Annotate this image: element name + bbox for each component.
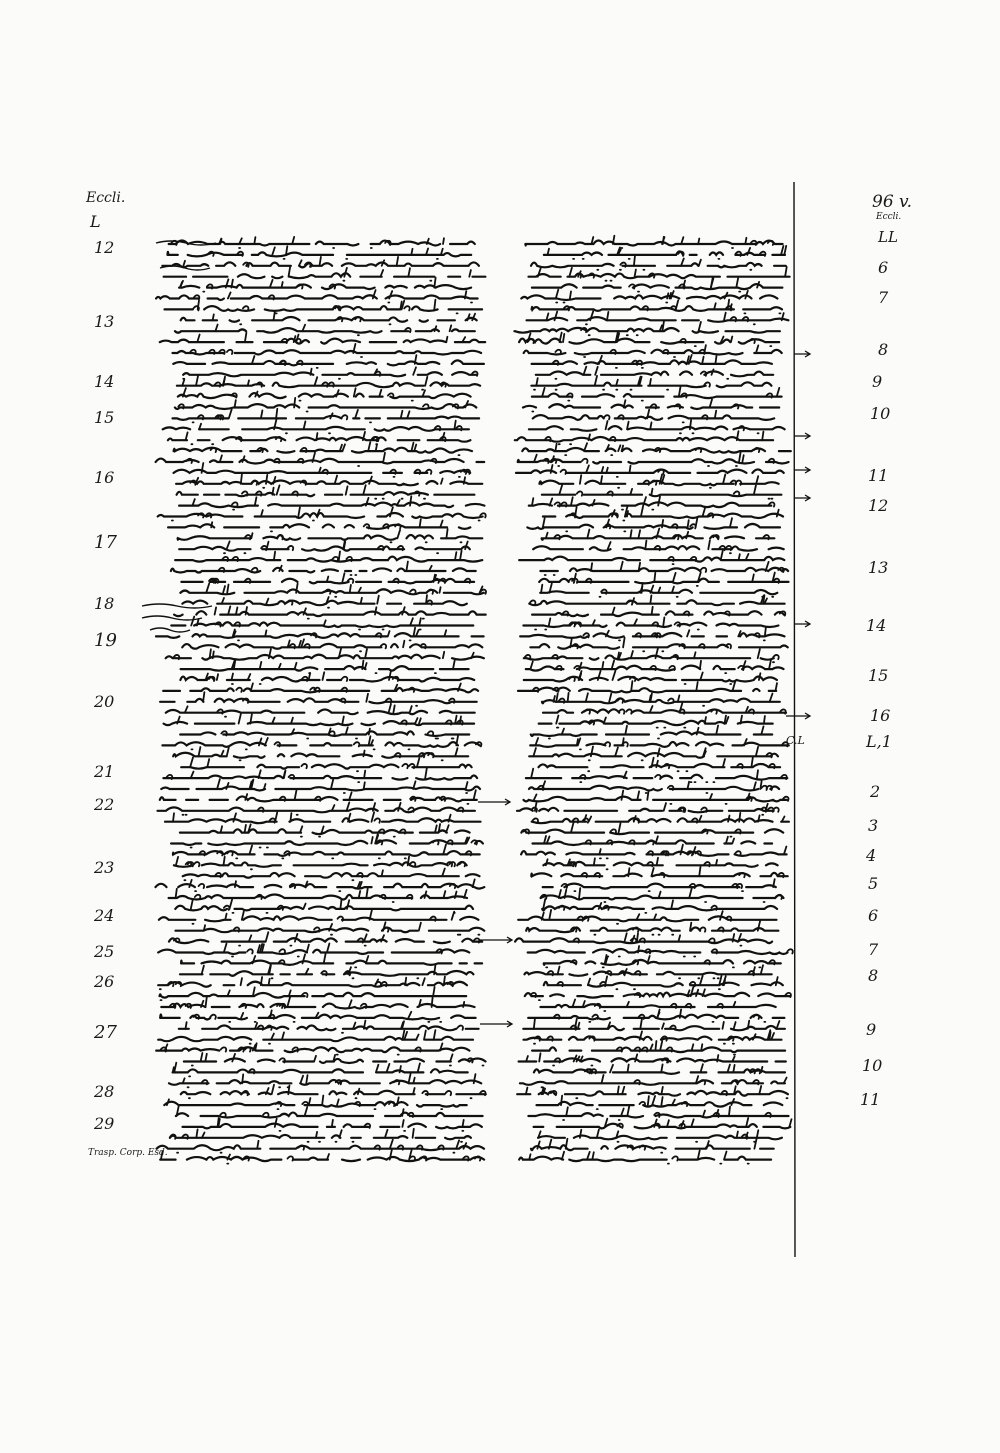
left-verse-number: 17 xyxy=(94,532,117,553)
left-verse-number: 18 xyxy=(94,594,115,613)
arrow-mark xyxy=(480,937,512,943)
left-verse-number: 21 xyxy=(94,762,115,781)
left-verse-number: 15 xyxy=(94,408,115,427)
left-verse-number: 20 xyxy=(94,692,115,711)
right-verse-number: 16 xyxy=(870,706,891,725)
right-verse-number: 9 xyxy=(866,1020,877,1039)
left-verse-number: 26 xyxy=(94,972,115,991)
right-verse-number: 3 xyxy=(868,816,879,835)
arrow-mark xyxy=(786,713,810,719)
right-verse-number: 7 xyxy=(868,940,879,959)
margin-annotation xyxy=(160,266,210,270)
right-verse-number: L,1 xyxy=(866,732,892,751)
right-verse-number: 8 xyxy=(868,966,879,985)
right-verse-number: 11 xyxy=(860,1090,881,1109)
right-verse-number: 13 xyxy=(868,558,889,577)
left-verse-number: 28 xyxy=(94,1082,115,1101)
arrow-mark xyxy=(794,467,810,473)
right-verse-number: 2 xyxy=(870,782,881,801)
right-verse-number: 11 xyxy=(868,466,889,485)
right-verse-number: 8 xyxy=(878,340,889,359)
chapter-marker: C.L xyxy=(786,734,805,747)
left-book-label: Eccli. xyxy=(86,190,126,206)
left-verse-number: 27 xyxy=(94,1022,117,1043)
right-chapter-number: LL xyxy=(878,228,898,246)
arrow-mark xyxy=(794,351,810,357)
left-verse-number: 16 xyxy=(94,468,115,487)
arrow-mark xyxy=(478,799,510,805)
left-verse-number: 19 xyxy=(94,630,117,651)
right-verse-number: 9 xyxy=(872,372,883,391)
margin-annotation xyxy=(142,604,212,608)
right-book-label: Eccli. xyxy=(876,212,902,222)
right-verse-number: 12 xyxy=(868,496,889,515)
right-verse-number: 4 xyxy=(866,846,877,865)
right-verse-number: 5 xyxy=(868,874,879,893)
arrow-mark xyxy=(794,621,810,627)
left-verse-number: 29 xyxy=(94,1114,115,1133)
arrow-mark xyxy=(480,1021,512,1027)
left-verse-number: 12 xyxy=(94,238,115,257)
left-verse-number: 22 xyxy=(94,795,115,814)
right-verse-number: 6 xyxy=(868,906,879,925)
right-verse-number: 6 xyxy=(878,258,889,277)
left-chapter-number: L xyxy=(90,212,101,231)
margin-annotation xyxy=(142,616,202,620)
right-verse-number: 14 xyxy=(866,616,887,635)
left-verse-number: 24 xyxy=(94,906,115,925)
left-verse-number: 14 xyxy=(94,372,115,391)
folio-number: 96 v. xyxy=(872,192,913,212)
footer-note: Trasp. Corp. Esd. xyxy=(88,1148,168,1158)
margin-annotation xyxy=(150,628,190,632)
right-verse-number: 10 xyxy=(870,404,891,423)
right-verse-number: 15 xyxy=(868,666,889,685)
left-verse-number: 13 xyxy=(94,312,115,331)
right-verse-number: 10 xyxy=(862,1056,883,1075)
right-verse-number: 7 xyxy=(878,288,889,307)
arrow-mark xyxy=(794,495,810,501)
left-verse-number: 25 xyxy=(94,942,115,961)
left-verse-number: 23 xyxy=(94,858,115,877)
arrow-mark xyxy=(794,433,810,439)
margin-annotation xyxy=(156,241,216,245)
